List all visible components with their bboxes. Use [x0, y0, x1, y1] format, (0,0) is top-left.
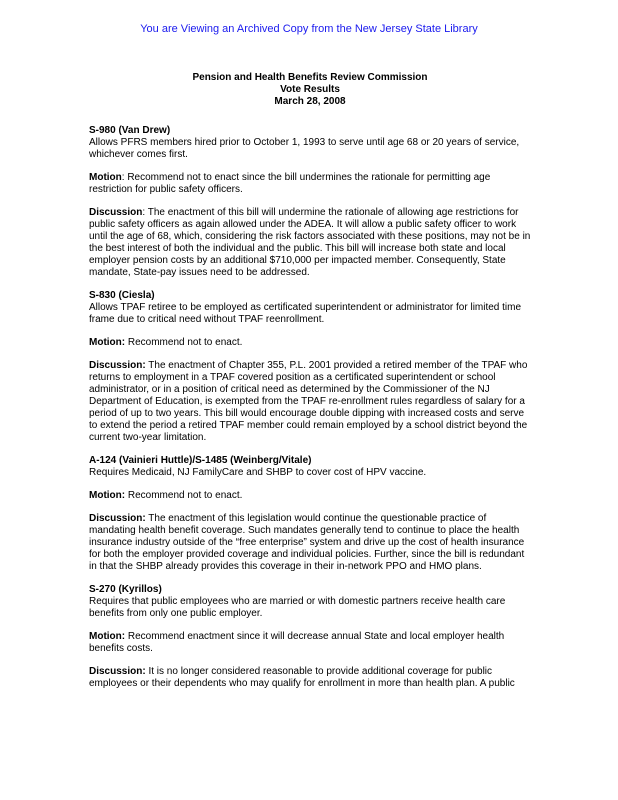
bill-title: S-830 (Ciesla): [89, 290, 155, 301]
discussion-paragraph: [89, 207, 531, 279]
bill-description: Requires that public employees who are married or with domestic partners receive health care benefits from only one public employer.: [89, 596, 506, 619]
document-header: [89, 72, 531, 108]
bill-description: Requires Medicaid, NJ FamilyCare and SHBP to cover cost of HPV vaccine.: [89, 467, 427, 478]
motion-label: Motion:: [89, 490, 126, 501]
motion-paragraph: [89, 172, 531, 196]
bill-summary: [89, 290, 531, 326]
bill-title: A-124 (Vainieri Huttle)/S-1485 (Weinberg/Vitale): [89, 455, 312, 466]
discussion-paragraph: [89, 666, 531, 690]
discussion-paragraph: [89, 513, 531, 573]
bill-title: S-980 (Van Drew): [89, 125, 171, 136]
discussion-label: Discussion:: [89, 513, 146, 524]
bill-summary: [89, 125, 531, 161]
discussion-label: Discussion: [89, 207, 143, 218]
bill-summary: [89, 455, 531, 479]
bill-title: S-270 (Kyrillos): [89, 584, 162, 595]
bill-description: Allows TPAF retiree to be employed as certificated superintendent or administrator for limited time frame due to critical need without TPAF reenrollment.: [89, 302, 522, 325]
archive-banner: You are Viewing an Archived Copy from the New Jersey State Library: [140, 23, 478, 35]
document-page: [89, 72, 531, 690]
motion-text: Recommend enactment since it will decrease annual State and local employer health benefits costs.: [89, 631, 505, 654]
motion-text: Recommend not to enact.: [125, 337, 243, 348]
header-commission: Pension and Health Benefits Review Commission: [192, 72, 428, 83]
discussion-text: The enactment of this legislation would continue the questionable practice of mandating health benefit coverage. Such mandates generally tend to continue to place the health insurance industry outside of the “free enterprise” system and drive up the cost of health insurance for both the employer provided coverage and individual policies. Further, since the bill is redundant in that the SHBP already provides this coverage in their in-network PPO and HMO plans.: [89, 513, 525, 572]
motion-label: Motion:: [89, 337, 126, 348]
motion-paragraph: [89, 490, 531, 502]
discussion-text: The enactment of Chapter 355, P.L. 2001 provided a retired member of the TPAF who returns to employment in a TPAF covered position as a certificated superintendent or school administrator, or in a position of critical need as determined by the Commissioner of the NJ Department of Education, is exempted from the TPAF re-enrollment rules regardless of salary for a period of up to two years. This bill would encourage double dipping with increased costs and serve to extend the period a retired TPAF member could remain employed by a school district beyond the current two-year limitation.: [89, 360, 528, 443]
motion-paragraph: [89, 337, 531, 349]
discussion-label: Discussion:: [89, 666, 146, 677]
motion-paragraph: [89, 631, 531, 655]
motion-label: Motion: [89, 172, 122, 183]
bill-summary: [89, 584, 531, 620]
motion-text: : Recommend not to enact since the bill undermines the rationale for permitting age restriction for public safety officers.: [89, 172, 491, 195]
header-date: March 28, 2008: [274, 96, 346, 107]
discussion-paragraph: [89, 360, 531, 444]
motion-label: Motion:: [89, 631, 126, 642]
discussion-text: : The enactment of this bill will undermine the rationale of allowing age restrictions for public safety officers as again allowed under the ADEA. It will allow a public safety officer to work until the age of 68, which, considering the risk factors associated with these positions, may not be in the best interest of both the individual and the public. This bill will increase both state and local employer pension costs by an additional $710,000 per impacted member. Consequently, State mandate, State-pay issues need to be addressed.: [89, 207, 531, 278]
discussion-label: Discussion:: [89, 360, 146, 371]
header-vote-results: Vote Results: [280, 84, 340, 95]
discussion-text: It is no longer considered reasonable to provide additional coverage for public employees or their dependents who may qualify for enrollment in more than health plan. A public: [89, 666, 515, 689]
bill-description: Allows PFRS members hired prior to October 1, 1993 to serve until age 68 or 20 years of service, whichever comes first.: [89, 137, 520, 160]
motion-text: Recommend not to enact.: [125, 490, 243, 501]
